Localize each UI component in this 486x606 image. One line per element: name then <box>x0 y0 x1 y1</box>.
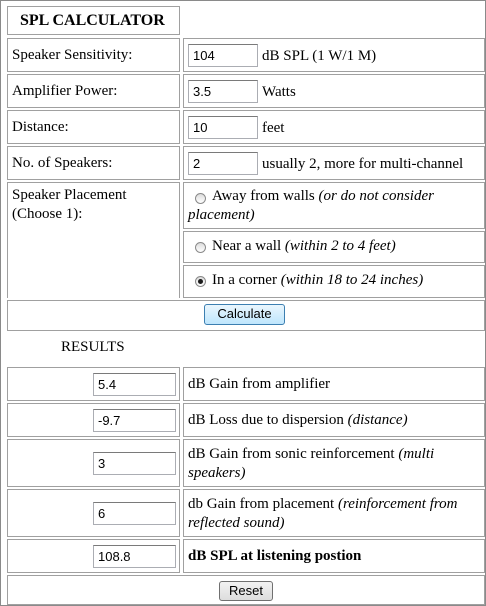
power-input[interactable]: 3.5 <box>188 80 258 103</box>
placement-gain-output[interactable]: 6 <box>93 502 176 525</box>
placement-corner-label[interactable] <box>212 272 423 289</box>
amplifier-gain-output[interactable]: 5.4 <box>93 373 176 396</box>
result-placement-value-cell <box>7 489 180 537</box>
power-label-cell <box>7 74 180 108</box>
distance-label: Distance: <box>12 119 69 135</box>
reinforcement-gain-text: dB Gain from sonic reinforcement <box>188 446 395 462</box>
placement-wall-label[interactable] <box>212 238 396 255</box>
total-spl-output[interactable]: 108.8 <box>93 545 176 568</box>
placement-away-label[interactable] <box>188 187 480 225</box>
distance-input-cell <box>183 110 485 144</box>
placement-gain-text: db Gain from placement <box>188 496 335 512</box>
calculate-button[interactable]: Calculate <box>204 304 285 325</box>
distance-label-cell <box>7 110 180 144</box>
placement-corner-text: In a corner <box>212 272 277 288</box>
sensitivity-label-cell <box>7 38 180 72</box>
result-total-value-cell <box>7 539 180 573</box>
distance-input[interactable]: 10 <box>188 116 258 139</box>
placement-option-corner-cell <box>183 265 485 298</box>
result-dispersion-label-cell <box>183 403 485 437</box>
placement-gain-note: (reinforcement from reflected sound) <box>188 496 458 531</box>
dispersion-loss-note: (distance) <box>347 412 408 428</box>
placement-corner-radio[interactable] <box>195 276 206 287</box>
sensitivity-label: Speaker Sensitivity: <box>12 47 133 63</box>
result-total-label-cell <box>183 539 485 573</box>
placement-option-away-cell <box>183 182 485 229</box>
title-cell <box>7 6 180 35</box>
result-reinforcement-label-cell <box>183 439 485 487</box>
placement-corner-note: (within 18 to 24 inches) <box>280 272 424 288</box>
reinforcement-gain-output[interactable]: 3 <box>93 452 176 475</box>
power-unit: Watts <box>262 84 296 100</box>
dispersion-loss-label <box>188 412 408 429</box>
reinforcement-gain-note: (multi speakers) <box>188 446 435 481</box>
reset-cell <box>7 575 485 605</box>
placement-label-line1: Speaker Placement <box>12 187 127 203</box>
placement-wall-text: Near a wall <box>212 238 282 254</box>
placement-away-text: Away from walls <box>212 188 315 204</box>
power-input-cell <box>183 74 485 108</box>
sensitivity-unit: dB SPL (1 W/1 M) <box>262 48 377 64</box>
results-heading: RESULTS <box>61 339 125 355</box>
result-placement-label-cell <box>183 489 485 537</box>
total-spl-label: dB SPL at listening postion <box>188 548 362 564</box>
calculate-cell <box>7 300 485 331</box>
speakers-label: No. of Speakers: <box>12 155 113 171</box>
placement-wall-note: (within 2 to 4 feet) <box>284 238 396 254</box>
speakers-label-cell <box>7 146 180 180</box>
dispersion-loss-text: dB Loss due to dispersion <box>188 412 344 428</box>
result-reinforcement-value-cell <box>7 439 180 487</box>
amplifier-gain-label: dB Gain from amplifier <box>188 376 331 392</box>
dispersion-loss-output[interactable]: -9.7 <box>93 409 176 432</box>
reset-button[interactable]: Reset <box>219 581 273 601</box>
placement-wall-radio[interactable] <box>195 242 206 253</box>
distance-unit: feet <box>262 120 285 136</box>
power-label: Amplifier Power: <box>12 83 118 99</box>
placement-label-cell <box>7 182 180 298</box>
placement-label-line2: (Choose 1): <box>12 206 83 222</box>
result-dispersion-value-cell <box>7 403 180 437</box>
sensitivity-input[interactable]: 104 <box>188 44 258 67</box>
results-heading-cell <box>7 334 180 362</box>
reinforcement-gain-label <box>188 445 478 483</box>
placement-away-note: (or do not consider placement) <box>188 188 434 223</box>
placement-option-wall-cell <box>183 231 485 263</box>
result-amplifier-value-cell <box>7 367 180 401</box>
sensitivity-input-cell <box>183 38 485 72</box>
page-title: SPL CALCULATOR <box>20 12 165 29</box>
placement-gain-label <box>188 495 478 533</box>
speakers-input-cell <box>183 146 485 180</box>
speakers-unit: usually 2, more for multi-channel <box>262 156 464 172</box>
speakers-input[interactable]: 2 <box>188 152 258 175</box>
result-amplifier-label-cell <box>183 367 485 401</box>
